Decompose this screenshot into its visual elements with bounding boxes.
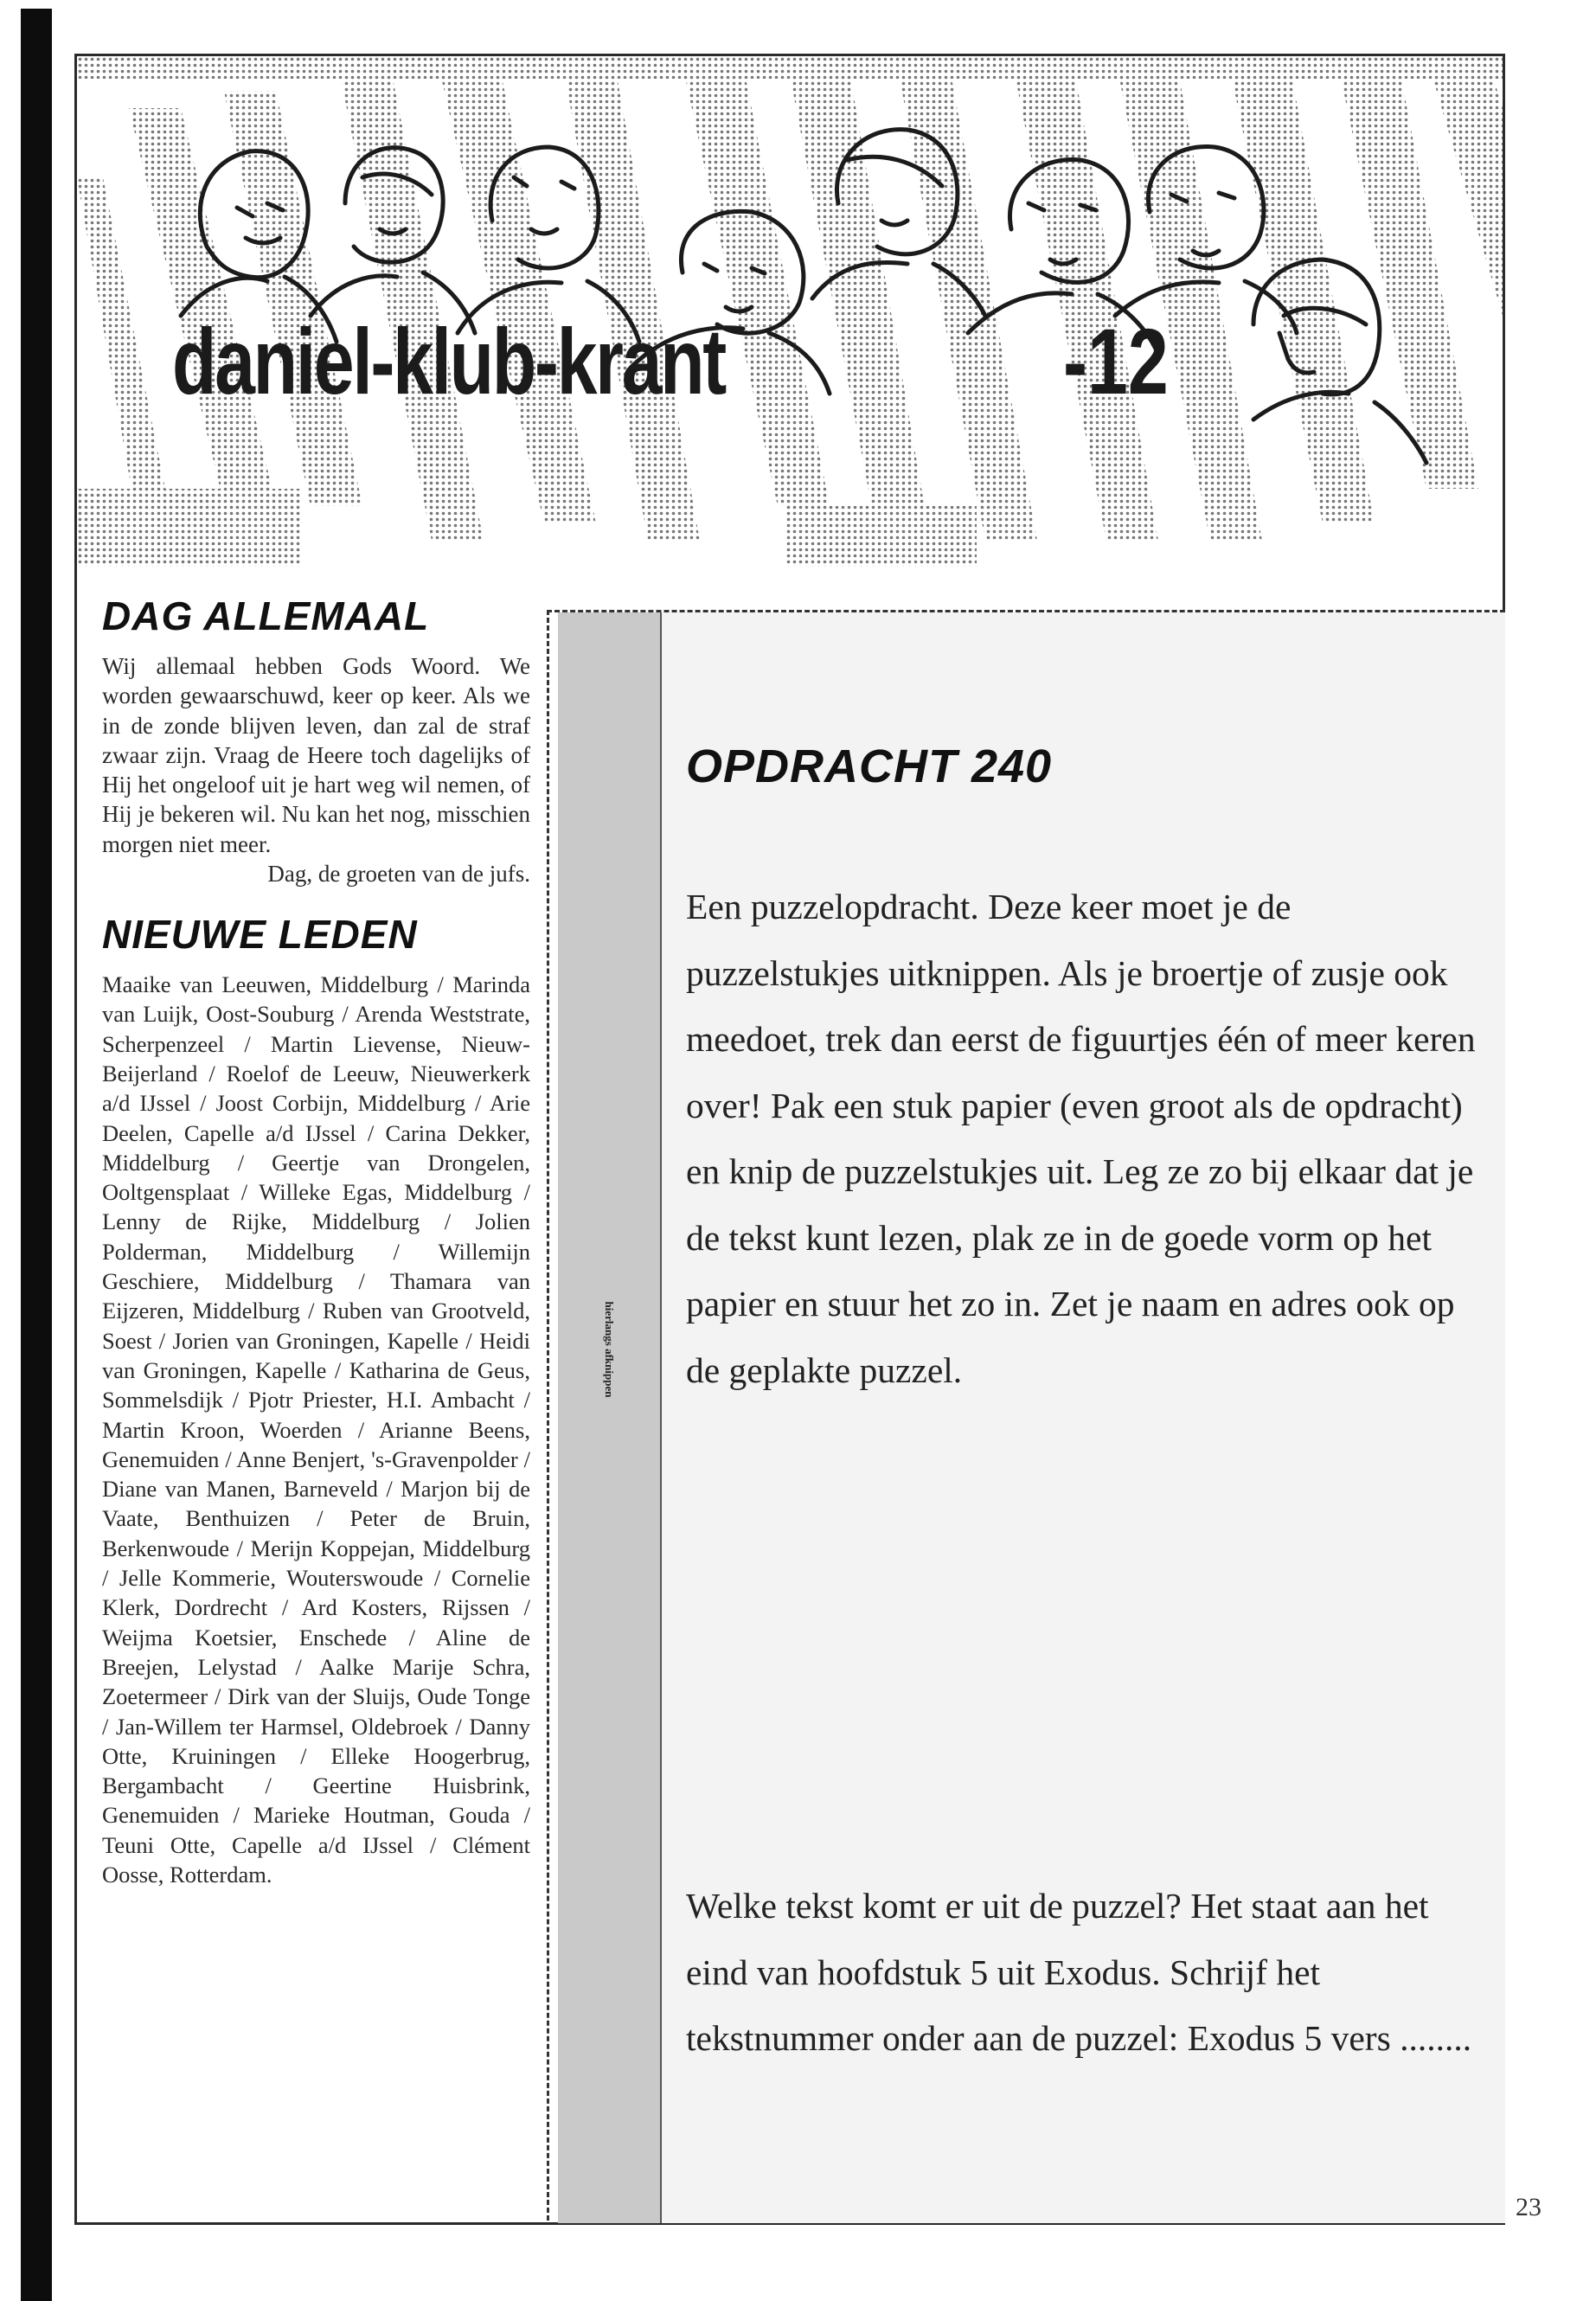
assignment-instructions: Een puzzelopdracht. Deze keer moet je de puzzelstukjes uitknippen. Als je broertje of zusje ook meedoet, trek dan eerst de figuurtjes één of meer keren over! Pak een stuk papier (even groot als de opdracht) en knip de puzzelstukjes uit. Leg ze zo bij elkaar dat je de tekst kunt lezen, plak ze in de goede vorm op het papier en stuur het zo in. Zet je naam en adres ook op de geplakte puzzel.: [686, 887, 1476, 1390]
assignment-title: OPDRACHT 240: [686, 740, 1053, 792]
issue-number: -12: [1063, 309, 1169, 413]
masthead: [77, 56, 1503, 567]
assignment-questions: Welke tekst komt er uit de puzzel? Het staat aan het eind van hoofdstuk 5 uit Exodus. Schrijf het tekstnummer onder aan de puzzel: Exodus 5 vers ........: [686, 1886, 1472, 2058]
masthead-title: daniel-klub-krant: [172, 309, 725, 413]
page-number: 23: [1516, 2193, 1542, 2221]
binding-spine: [21, 9, 52, 2301]
greeting-heading: DAG ALLEMAAL: [102, 593, 430, 638]
new-members-list: Maaike van Leeuwen, Middelburg / Marinda van Luijk, Oost-Souburg / Arenda Weststrate, Scherpenzeel / Martin Lievense, Nieuw-Beijerland / Roelof de Leeuw, Nieuwerkerk a/d IJssel / Joost Corbijn, Middelburg / Arie Deelen, Capelle a/d IJssel / Carina Dekker, Middelburg / Geertje van Drongelen, Ooltgensplaat / Willeke Egas, Middelburg / Lenny de Rijke, Middelburg / Jolien Polderman, Middelburg / Willemijn Geschiere, Middelburg / Thamara van Eijzeren, Middelburg / Ruben van Grootveld, Soest / Jorien van Groningen, Kapelle / Heidi van Groningen, Kapelle / Katharina de Geus, Sommelsdijk / Pjotr Priester, H.I. Ambacht / Martin Kroon, Woerden / Arianne Beens, Genemuiden / Anne Benjert, 's-Gravenpolder / Diane van Manen, Barneveld / Marjon bij de Vaate, Benthuizen / Peter de Bruin, Berkenwoude / Merijn Koppejan, Middelburg / Jelle Kommerie, Wouterswoude / Cornelie Klerk, Dordrecht / Ard Kosters, Rijssen / Weijma Koetsier, Enschede / Aline de Breejen, Lelystad / Aalke Marije Schra, Zoetermeer / Dirk van der Sluijs, Oude Tonge / Jan-Willem ter Harmsel, Oldebroek / Danny Otte, Kruiningen / Elleke Hoogerbrug, Bergambacht / Geertine Huisbrink, Genemuiden / Marieke Houtman, Gouda / Teuni Otte, Capelle a/d IJssel / Clément Oosse, Rotterdam.: [102, 971, 530, 1888]
left-column: [102, 593, 530, 1889]
cut-line-vertical: [547, 610, 549, 2221]
new-members-heading: NIEUWE LEDEN: [102, 912, 418, 958]
greeting-signoff: Dag, de groeten van de jufs.: [267, 861, 530, 888]
cut-label-side: hierlangs afknippen: [603, 1301, 616, 1398]
greeting-body: Wij allemaal hebben Gods Woord. We worden gewaarschuwd, keer op keer. Als we in de zonde blijven leven, dan zal de straf zwaar zijn. Vraag de Heere toch dagelijks of Hij het ongeloof uit je hart weg wil nemen, of Hij je bekeren wil. Nu kan het nog, misschien morgen niet meer.: [102, 653, 530, 857]
margin-strip: [558, 612, 660, 2223]
